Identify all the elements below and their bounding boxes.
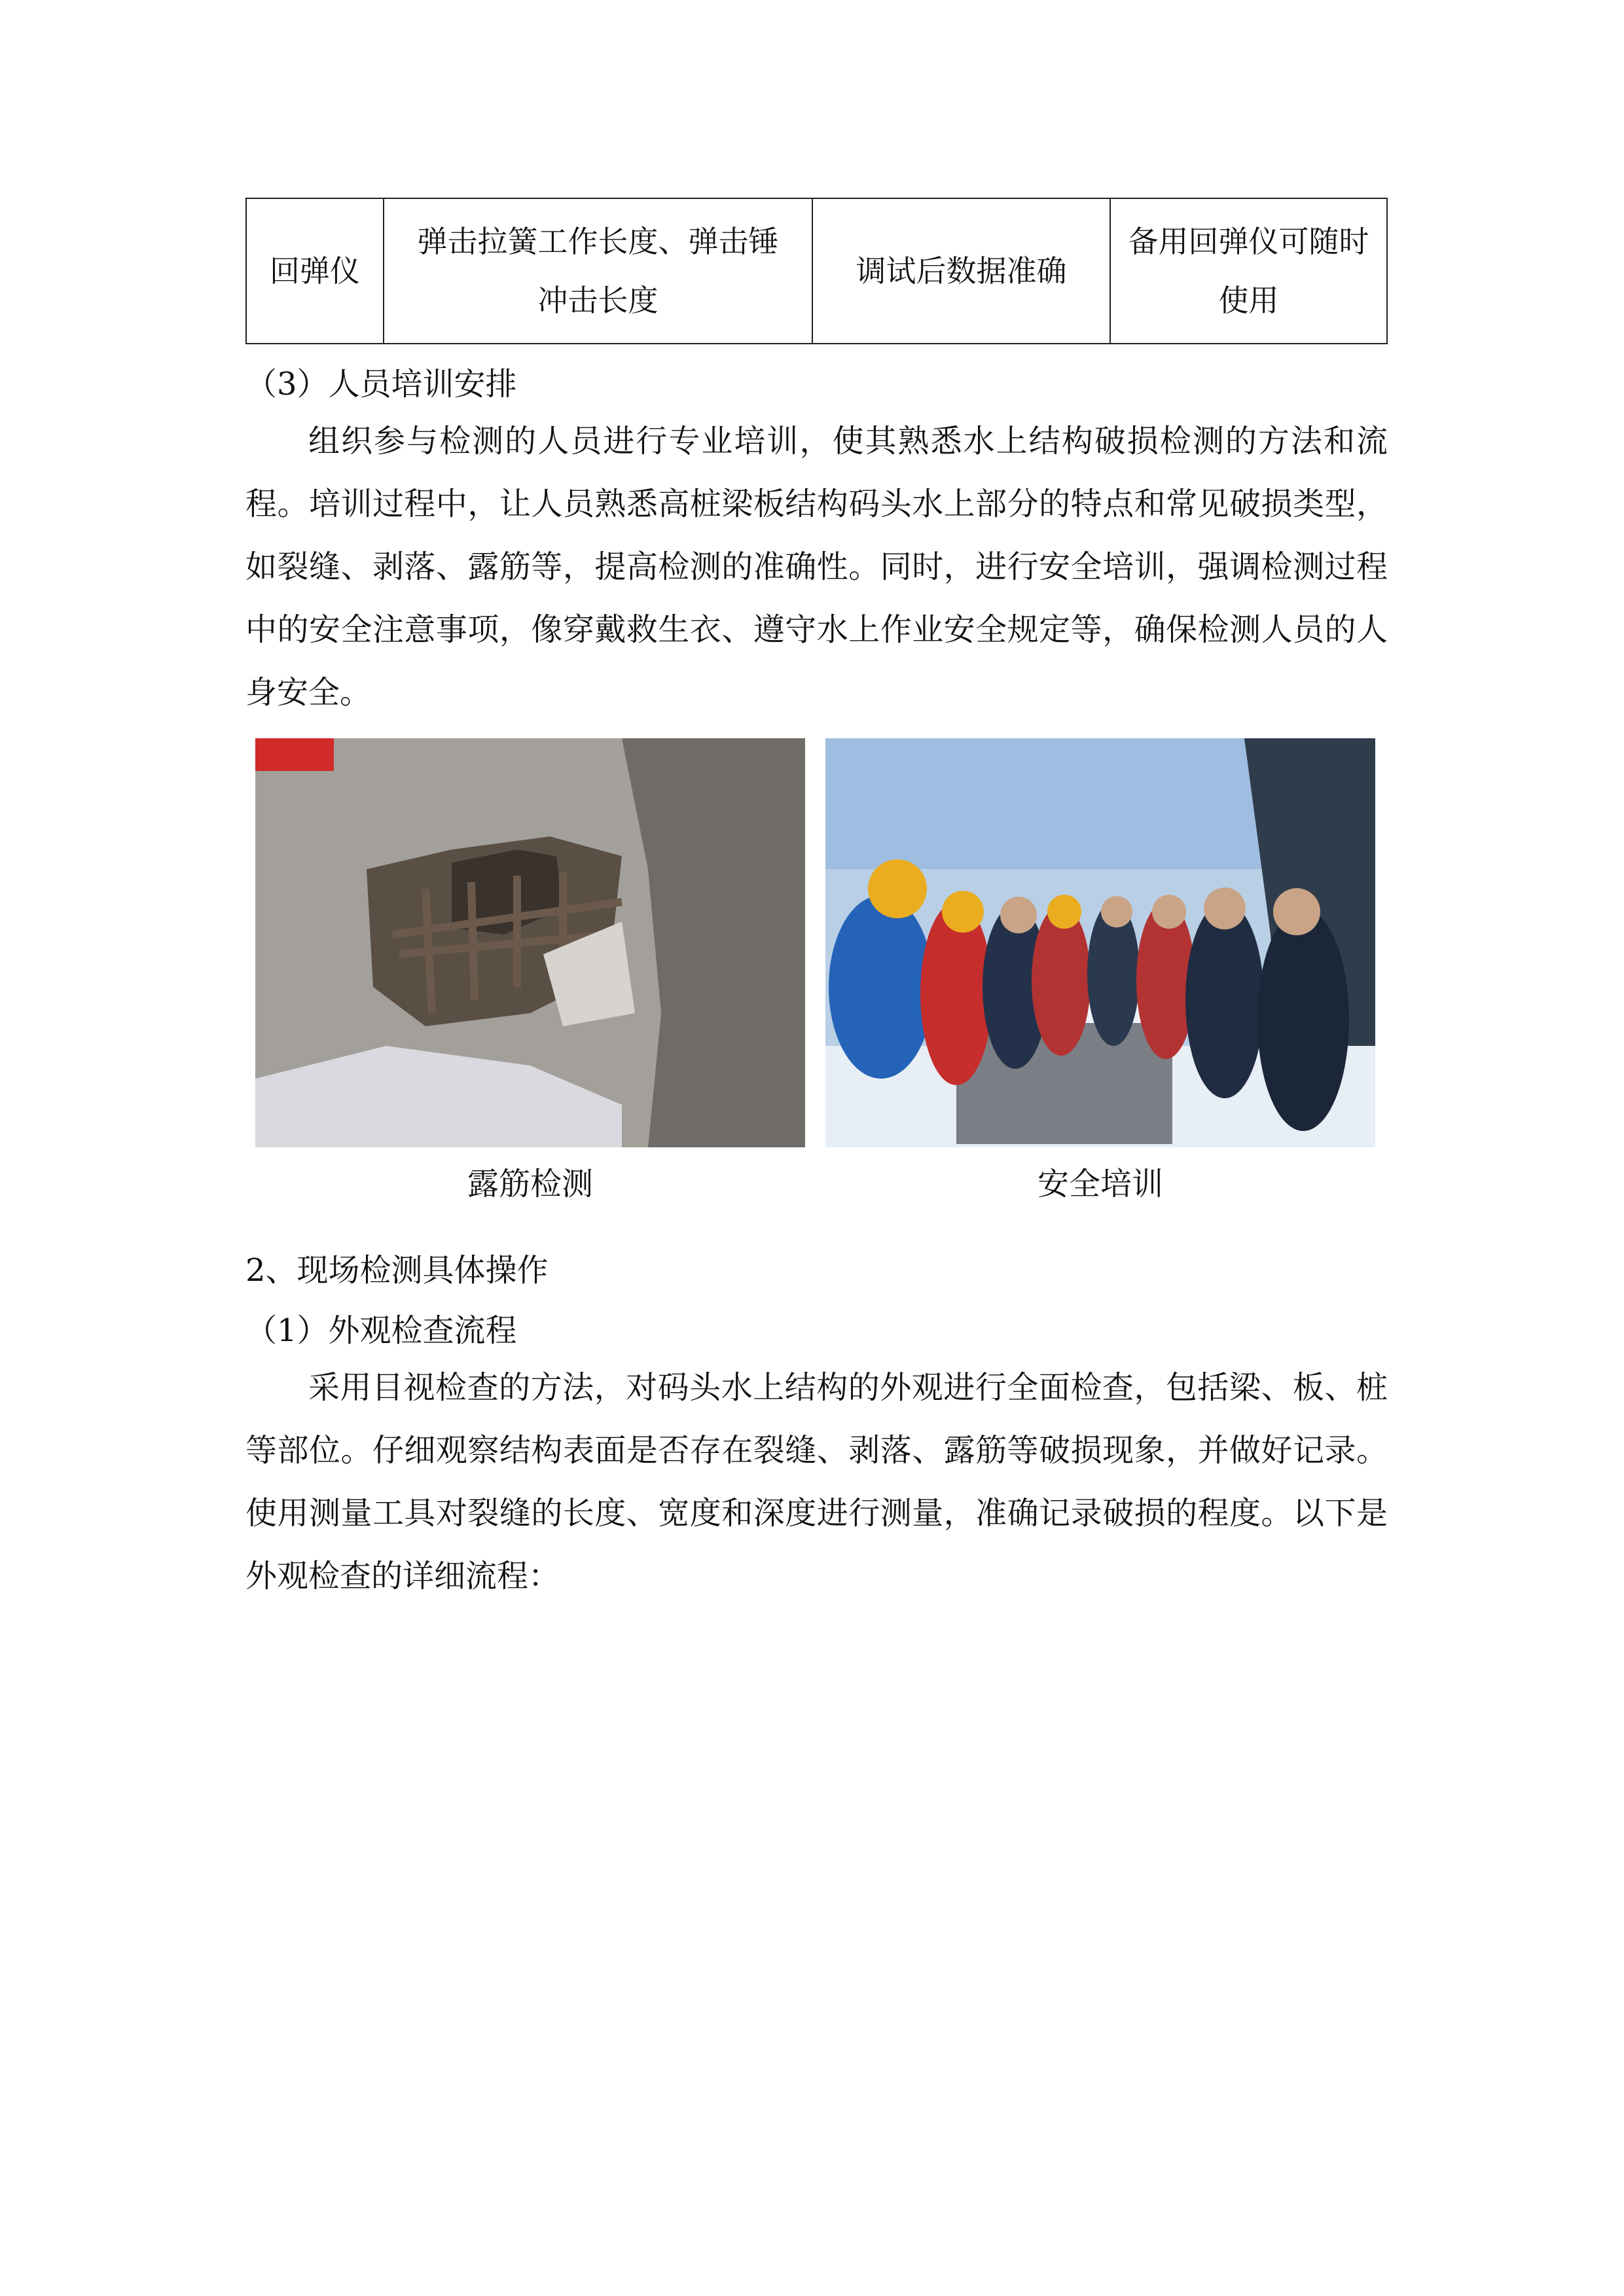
table-row [246,198,1387,344]
table-cell-backup [1110,198,1387,344]
sub-heading-appearance: （1）外观检查流程 [245,1312,517,1349]
safety-training-image [825,738,1375,1147]
check-items-line: 冲击长度 [537,283,659,318]
table-cell-instrument: 回弹仪 [246,198,384,344]
section-heading-onsite: 2、现场检测具体操作 [245,1252,549,1289]
figure-caption-rebar: 露筋检测 [467,1166,593,1202]
equipment-table [245,198,1388,344]
backup-line: 使用 [1218,283,1279,318]
exposed-rebar-image [255,738,805,1147]
exposed-rebar-photo [255,738,805,1147]
section-heading-training: （3）人员培训安排 [245,366,517,403]
safety-training-photo [825,738,1375,1147]
table-cell-result: 调试后数据准确 [812,198,1110,344]
backup-line: 备用回弹仪可随时 [1128,224,1369,259]
check-items-line: 弹击拉簧工作长度、弹击锤 [417,224,779,259]
figure-caption-training: 安全培训 [1037,1166,1163,1202]
training-paragraph: 组织参与检测的人员进行专业培训，使其熟悉水上结构破损检测的方法和流程。培训过程中，让人员熟悉高桩梁板结构码头水上部分的特点和常见破损类型，如裂缝、剥落、露筋等，提高检测的准确性。同时，进行安全培训，强调检测过程中的安全注意事项，像穿戴救生衣、遵守水上作业安全规定等，确保检测人员的人身安全。 [245,423,1388,711]
appearance-paragraph: 采用目视检查的方法，对码头水上结构的外观进行全面检查，包括梁、板、桩等部位。仔细观察结构表面是否存在裂缝、剥落、露筋等破损现象，并做好记录。使用测量工具对裂缝的长度、宽度和深度进行测量，准确记录破损的程度。以下是外观检查的详细流程： [245,1369,1388,1594]
table-cell-check-items [384,198,812,344]
